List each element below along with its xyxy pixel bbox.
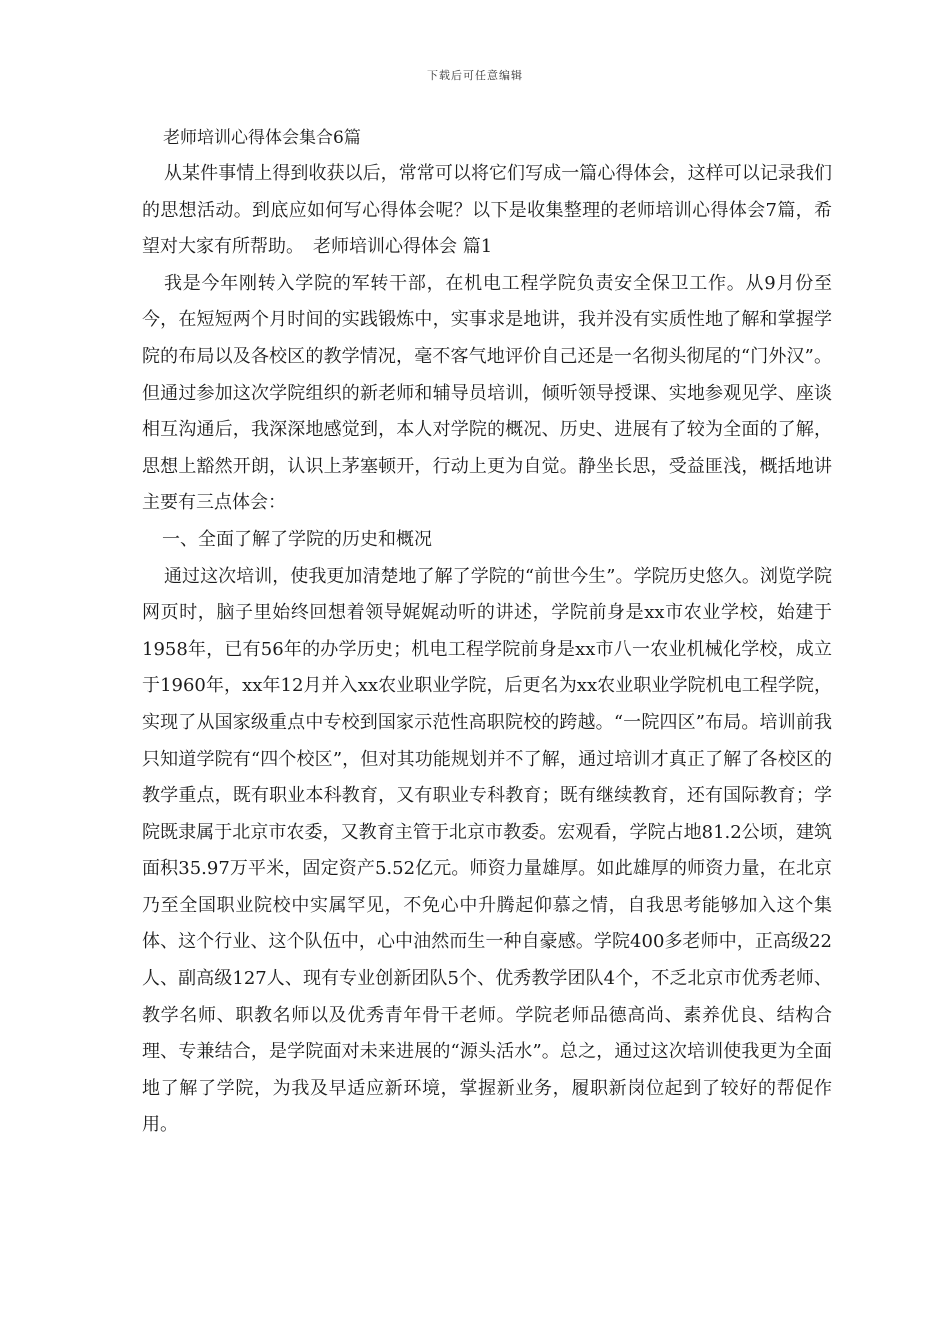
document-title: 老师培训心得体会集合6篇 (163, 128, 361, 148)
body-paragraph-2: 通过这次培训，使我更加清楚地了解了学院的“前世今生”。学院历史悠久。浏览学院网页时，脑子里始终回想着领导娓娓动听的讲述，学院前身是xx市农业学校，始建于1958年，已有56年的办学历史；机电工程学院前身是xx市八一农业机械化学校，成立于1960年，xx年12月并入xx农业职业学院，后更名为xx农业职业学院机电工程学院，实现了从国家级重点中专校到国家示范性高职院校的跨越。“一院四区”布局。培训前我只知道学院有“四个校区”，但对其功能规划并不了解，通过培训才真正了解了各校区的教学重点，既有职业本科教育，又有职业专科教育；既有继续教育，还有国际教育；学院既隶属于北京市农委，又教育主管于北京市教委。宏观看，学院占地81.2公顷，建筑面积35.97万平米，固定资产5.52亿元。师资力量雄厚。如此雄厚的师资力量，在北京乃至全国职业院校中实属罕见，不免心中升腾起仰慕之情，自我思考能够加入这个集体、这个行业、这个队伍中，心中油然而生一种自豪感。学院400多老师中，正高级22人、副高级127人、现有专业创新团队5个、优秀教学团队4个，不乏北京市优秀老师、教学名师、职教名师以及优秀青年骨干老师。学院老师品德高尚、素养优良、结构合理、专兼结合，是学院面对未来进展的“源头活水”。总之，通过这次培训使我更为全面地了解了学院，为我及早适应新环境，掌握新业务，履职新岗位起到了较好的帮促作用。 (142, 565, 832, 1136)
intro-paragraph: 从某件事情上得到收获以后，常常可以将它们写成一篇心得体会，这样可以记录我们的思想活动。到底应如何写心得体会呢？以下是收集整理的老师培训心得体会7篇，希望对大家有所帮助。 老师培训心得体会 篇1 (142, 163, 832, 258)
section-heading-1: 一、全面了解了学院的历史和概况 (162, 528, 432, 550)
page-header-note: 下载后可任意编辑 (427, 69, 523, 82)
body-paragraph-1: 我是今年刚转入学院的军转干部，在机电工程学院负责安全保卫工作。从9月份至今，在短短两个月时间的实践锻炼中，实事求是地讲，我并没有实质性地了解和掌握学院的布局以及各校区的教学情况，毫不客气地评价自己还是一名彻头彻尾的“门外汉”。但通过参加这次学院组织的新老师和辅导员培训，倾听领导授课、实地参观见学、座谈相互沟通后，我深深地感觉到，本人对学院的概况、历史、进展有了较为全面的了解，思想上豁然开朗，认识上茅塞顿开，行动上更为自觉。静坐长思，受益匪浅，概括地讲主要有三点体会： (142, 272, 832, 514)
document-body (142, 120, 832, 1144)
